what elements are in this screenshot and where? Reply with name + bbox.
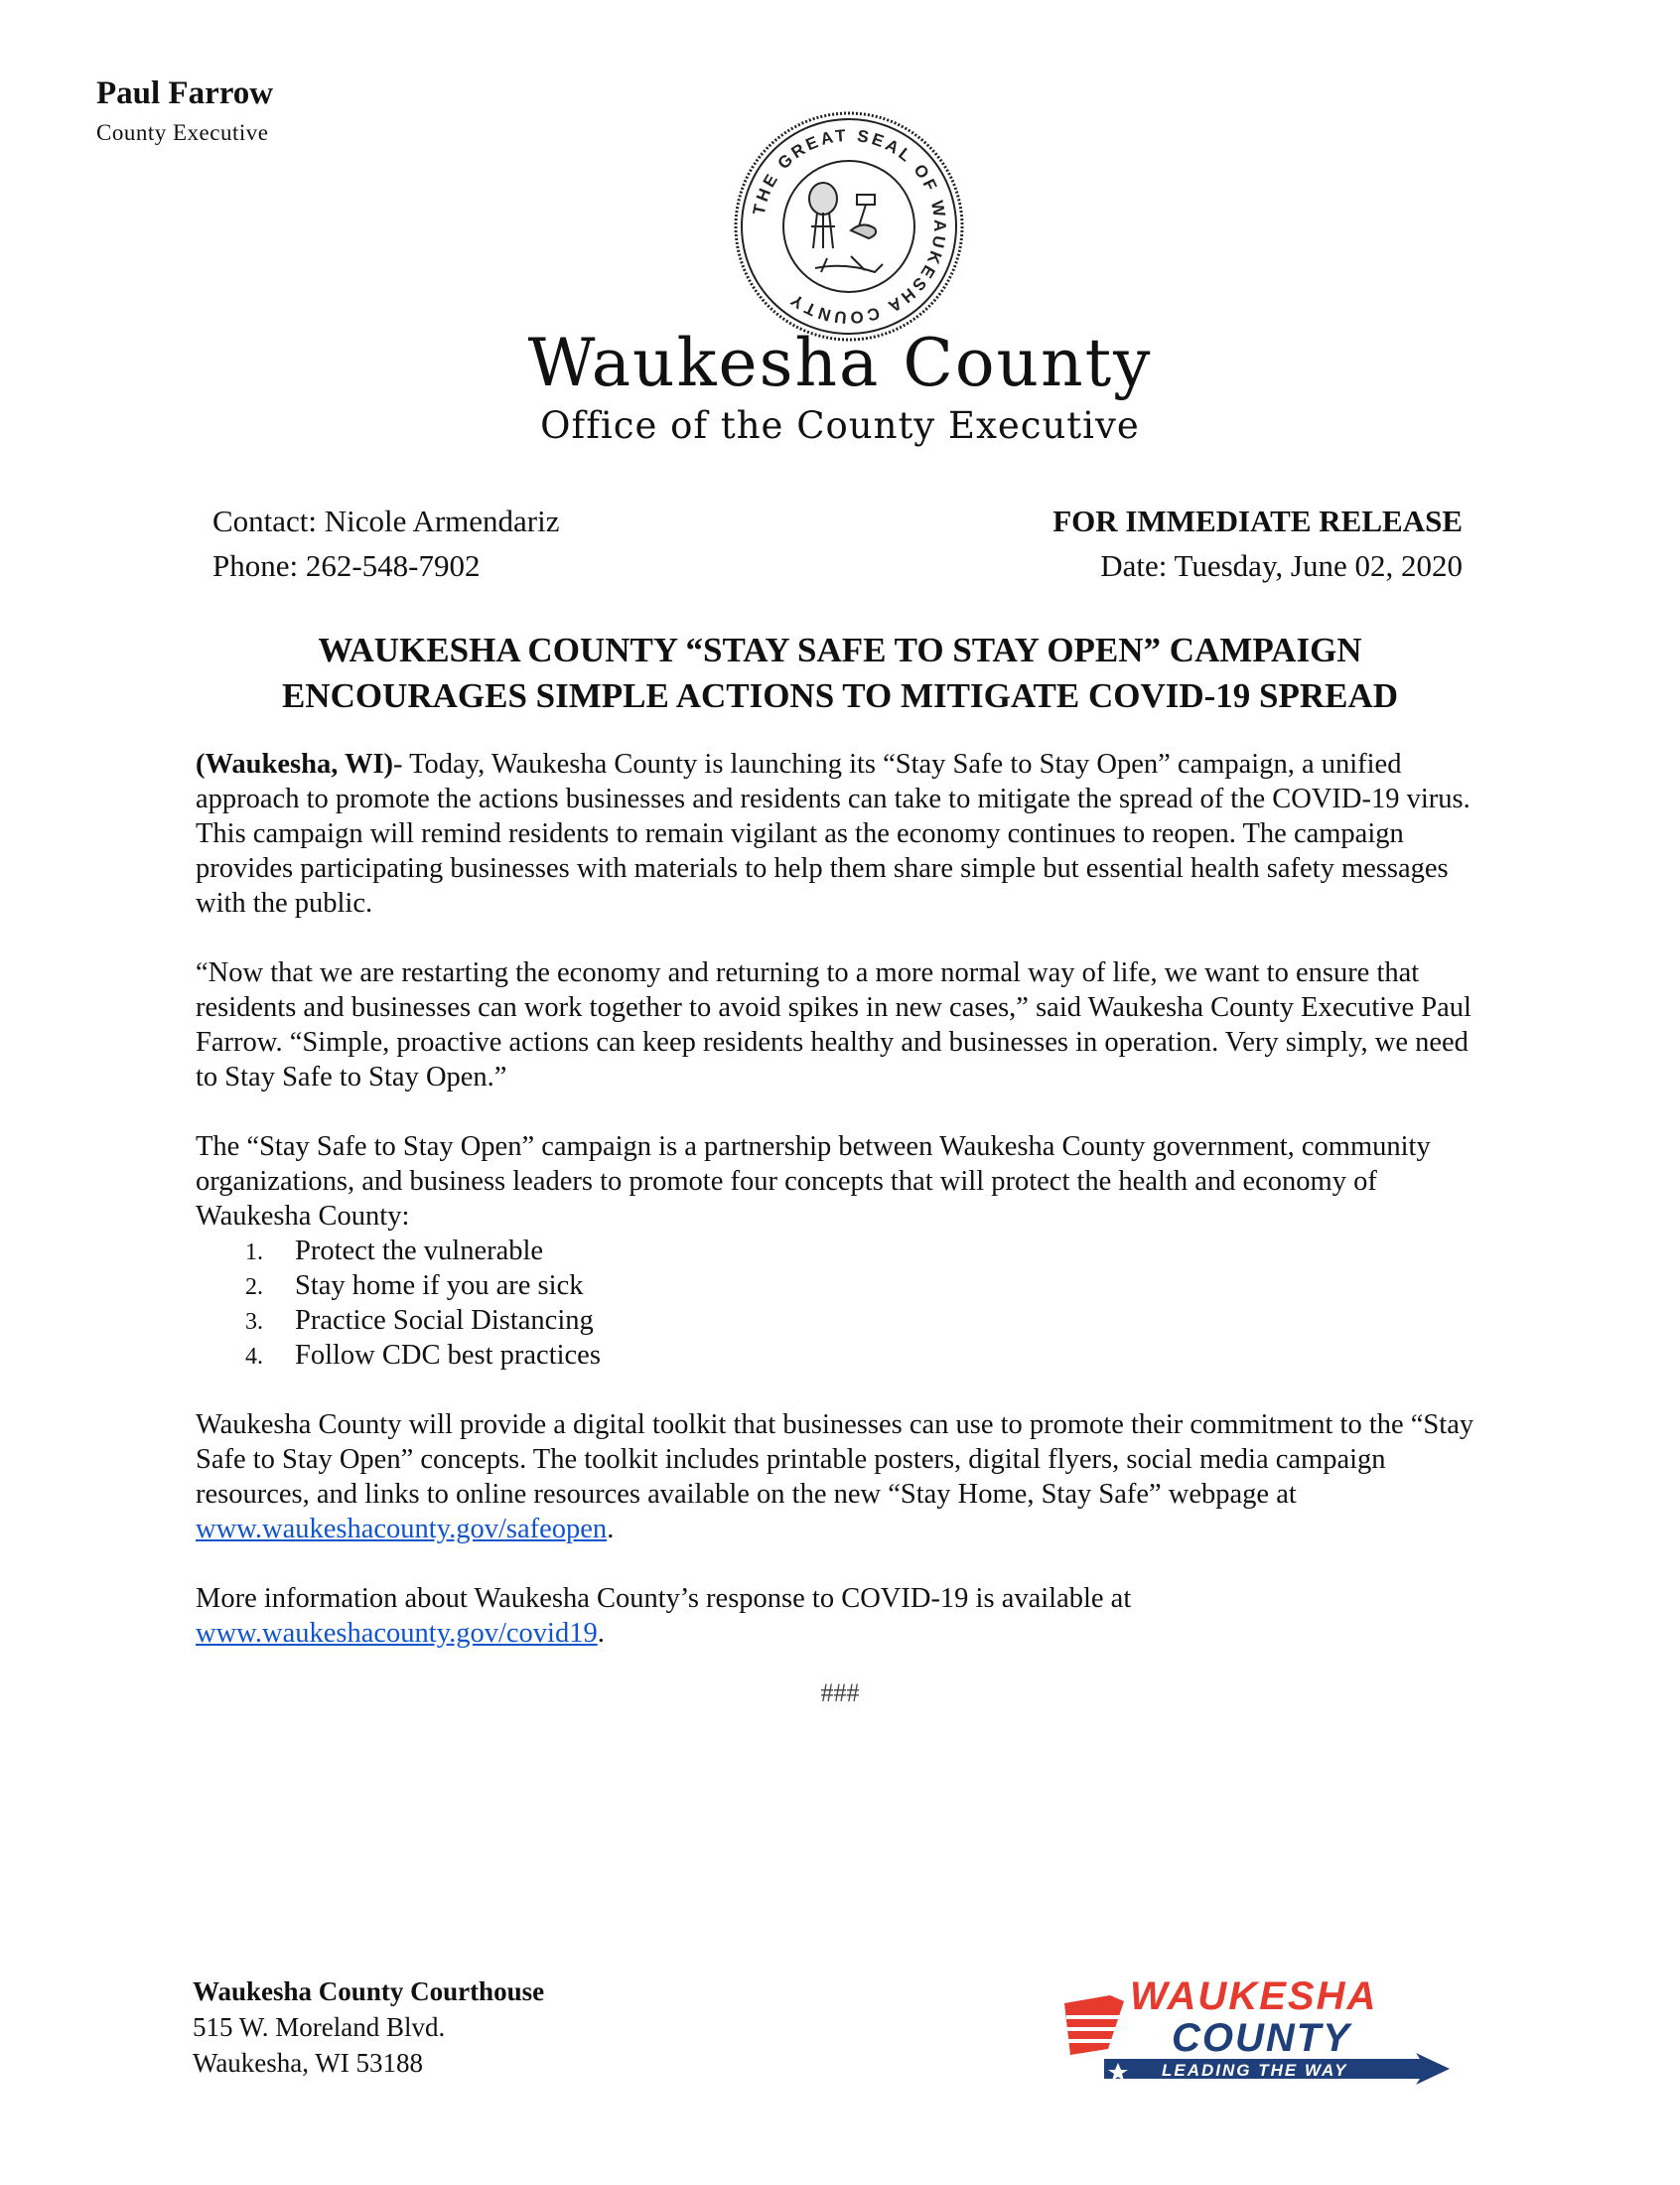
- list-item: [196, 1234, 1496, 1268]
- end-mark: ###: [820, 1678, 860, 1707]
- list-text: Stay home if you are sick: [295, 1270, 584, 1301]
- wheat-sheaf-icon: [809, 183, 837, 248]
- executive-title: County Executive: [96, 120, 269, 145]
- list-number: 2.: [245, 1274, 263, 1300]
- contact-name: Contact: Nicole Armendariz: [212, 504, 560, 538]
- paragraph-more-info: More information about Waukesha County’s response to COVID-19 is available at www.waukeshacounty.gov/covid19.: [196, 1583, 1132, 1649]
- paragraph-intro: [196, 747, 1496, 921]
- office-title: Office of the County Executive: [540, 404, 1140, 447]
- contact-phone: Phone: 262-548-7902: [212, 548, 481, 583]
- list-item: [196, 1303, 1496, 1338]
- release-date: Date: Tuesday, June 02, 2020: [1100, 548, 1463, 583]
- release-block: [1052, 499, 1463, 588]
- list-text: Protect the vulnerable: [295, 1236, 544, 1266]
- logo-tagline: LEADING THE WAY: [1162, 2061, 1348, 2080]
- list-text: Practice Social Distancing: [295, 1305, 594, 1336]
- seal-text: THE GREAT SEAL OF WAUKESHA COUNTY: [749, 125, 950, 328]
- safeopen-link[interactable]: www.waukeshacounty.gov/safeopen: [196, 1514, 608, 1544]
- list-item: [196, 1268, 1496, 1303]
- covid19-link[interactable]: www.waukeshacounty.gov/covid19: [196, 1618, 598, 1649]
- contact-block: [212, 499, 560, 588]
- paragraph-partnership: [196, 1129, 1496, 1373]
- logo-line-1: WAUKESHA: [1130, 1974, 1378, 2018]
- paragraph-quote: “Now that we are restarting the economy and returning to a more normal way of life, we want to ensure that residents and businesses can work together to avoid spikes in new cases,” said Waukesha County Executive Paul Farrow. “Simple, proactive actions can keep residents healthy and businesses in operation. Very simply, we need to Stay Safe to Stay Open.”: [196, 957, 1471, 1092]
- headline-line-2: ENCOURAGES SIMPLE ACTIONS TO MITIGATE COVID-19 SPREAD: [281, 676, 1399, 715]
- footer-city: Waukesha, WI 53188: [193, 2048, 424, 2078]
- footer-building: Waukesha County Courthouse: [193, 1976, 545, 2006]
- logo-line-2: COUNTY: [1172, 2016, 1351, 2060]
- list-number: 4.: [245, 1344, 263, 1370]
- toolkit-text: Waukesha County will provide a digital toolkit that businesses can use to promote their commitment to the “Stay Safe to Stay Open” concepts. The toolkit includes printable posters, digital flyers, social media campaign resources, and links to online resources available on the new “Stay Home, Stay Safe” webpage at: [196, 1409, 1474, 1510]
- partnership-text: The “Stay Safe to Stay Open” campaign is a partnership between Waukesha County government, community organizations, and business leaders to promote four concepts that will protect the health and economy of Waukesha County:: [196, 1131, 1431, 1232]
- list-number: 3.: [245, 1309, 263, 1335]
- arm-hammer-icon: [851, 195, 876, 238]
- footer-address: [193, 1973, 544, 2081]
- waukesha-county-logo: [1052, 1971, 1460, 2091]
- wisconsin-flag-icon: [1064, 1995, 1124, 2055]
- headline: [0, 628, 1680, 719]
- headline-line-1: WAUKESHA COUNTY “STAY SAFE TO STAY OPEN” CAMPAIGN: [318, 631, 1362, 669]
- list-number: 1.: [245, 1239, 263, 1265]
- paragraph-toolkit: Waukesha County will provide a digital toolkit that businesses can use to promote their commitment to the “Stay Safe to Stay Open” concepts. The toolkit includes printable posters, digital flyers, social media campaign resources, and links to online resources available on the new “Stay Home, Stay Safe” webpage at www.waukeshacounty.gov/safeopen.: [196, 1409, 1474, 1544]
- list-item: [196, 1338, 1496, 1373]
- plow-icon: [815, 256, 883, 272]
- dateline: (Waukesha, WI): [196, 749, 394, 780]
- concepts-list: [196, 1234, 1496, 1373]
- county-title: Waukesha County: [527, 325, 1153, 401]
- press-release-body: [196, 747, 1496, 1685]
- footer-street: 515 W. Moreland Blvd.: [193, 2012, 446, 2042]
- list-text: Follow CDC best practices: [295, 1340, 601, 1371]
- executive-name: Paul Farrow: [96, 75, 274, 111]
- release-label: FOR IMMEDIATE RELEASE: [1052, 504, 1463, 538]
- more-info-text: More information about Waukesha County’s response to COVID-19 is available at: [196, 1583, 1132, 1614]
- county-seal: [732, 109, 966, 344]
- intro-text: - Today, Waukesha County is launching its “Stay Safe to Stay Open” campaign, a unified approach to promote the actions businesses and residents can take to mitigate the spread of the COVID-19 virus. This campaign will remind residents to remain vigilant as the economy continues to reopen. The campaign provides participating businesses with materials to help them share simple but essential health safety messages with the public.: [196, 749, 1470, 919]
